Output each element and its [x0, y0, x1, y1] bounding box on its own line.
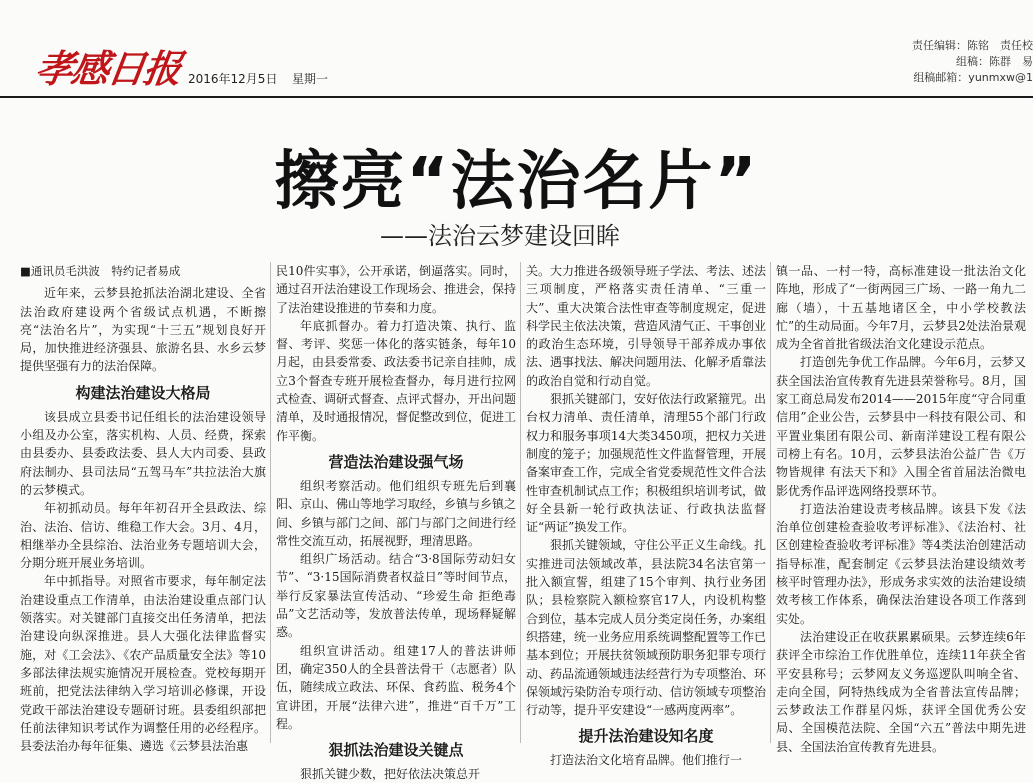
paragraph: 狠抓关键领域，守住公平正义生命线。扎实推进司法领域改革，县法院34名法官第一批入额宣誓，组建了15个审判、执行业务团队；县检察院入额检察官17人，内设机构整合到位，基本完成人员分类定岗任务，办案组织搭建，统一业务应用系统调整配置等工作已基本到位；开展扶贫领域预防职务犯罪专项行动、药品流通领域违法经营行为专项整治、环保领域污染防治专项行动、信访领域专项整治行动等，提升平安建设“一感两度两率”。	[526, 538, 767, 718]
section-heading: 营造法治建设强气场	[328, 452, 464, 471]
newspaper-logo: 孝感日报	[32, 46, 183, 91]
paragraph: 民10件实事》，公开承诺，倒逼落实。同时，通过召开法治建设工作现场会、推进会，保持了法治建设推进的节奏和力度。	[276, 264, 517, 315]
paragraph: 该县成立县委书记任组长的法治建设领导小组及办公室，落实机构、人员、经费，探索由县委办、县委政法委、县人大内司委、县政府法制办、县司法局“五驾马车”共拉法治大旗的云梦模式。	[20, 409, 266, 497]
column-divider	[770, 262, 771, 743]
paragraph: 组织考察活动。他们组织专班先后到襄阳、京山、佛山等地学习取经，乡镇与乡镇之间、乡镇与部门之间、部门与部门之间进行经常性交流互动，拓展视野，理清思路。	[276, 478, 517, 548]
paragraph: 打造法治文化培育品牌。他们推行一	[550, 753, 743, 768]
responsible-editor: 责任编辑：陈铭 责任校	[912, 39, 1033, 52]
issue-date: 2016年12月5日	[188, 72, 278, 86]
editor-credits	[883, 38, 1033, 86]
submission-email: 组稿邮箱：yunmxw@1	[913, 71, 1033, 84]
section-heading: 提升法治建设知名度	[578, 727, 714, 746]
paragraph: 狠抓关键少数，把好依法决策总开	[300, 767, 481, 782]
paragraph: 狠抓关键部门，安好依法行政紧箍咒。出台权力清单、责任清单，清理55个部门行政权力和服务事项14大类3450项，把权力关进制度的笼子；加强规范性文件监督管理，开展备案审查工作，完成全省党委规范性文件合法性审查机制试点工作；积极组织培训考试，做好全县新一轮行政执法证、行政执法监督证“两证”换发工作。	[526, 392, 767, 535]
section-heading: 狠抓法治建设关键点	[328, 741, 464, 760]
paragraph: 年中抓指导。对照省市要求，每年制定法治建设重点工作清单，由法治建设重点部门认领落实。对关键部门直接交出任务清单，把法治建设向纵深推进。县人大强化法律监督实施，对《工会法》、《农产品质量安全法》等10多部法律法规实施情况开展检查。党校每期开班前，把党法法律纳入学习培训必修课，开设党政干部法治建设专题研讨班。县委组织部把任前法律知识考试作为调整任用的必经程序。县委法治办每年征集、遴选《云梦县法治惠	[20, 574, 266, 754]
group-editor: 组稿：陈群 易	[956, 55, 1033, 68]
paragraph: 打造创先争优工作品牌。今年6月，云梦又获全国法治宣传教育先进县荣誉称号。8月，国家工商总局发布2014——2015年度“守合同重信用”企业公告，云梦县中一科技有限公司、和平置业集团有限公司、新南洋建设工程有限公司榜上有名。10月，云梦县法治公益广告《万物皆规律 有法天下和》入围全省首届法治微电影优秀作品评选网络投票环节。	[776, 355, 1026, 498]
issue-weekday: 星期一	[292, 72, 329, 86]
article-body	[20, 262, 1033, 782]
paragraph: 法治建设正在收获累累硕果。云梦连续6年获评全市综治工作优胜单位，连续11年获全省平安县称号；云梦网友义务巡逻队叫响全省、走向全国，阿特热线成为全省普法宣传品牌；云梦政法工作群星闪烁，获评全国优秀公安局、全国模范法院、全国“六五”普法中期先进县、全国法治宣传教育先进县。	[776, 629, 1026, 754]
article-subtitle: ——法治云梦建设回眸	[380, 222, 620, 250]
column-divider	[270, 262, 271, 743]
text-column-1	[20, 262, 266, 754]
byline: ■通讯员毛洪波 特约记者易成	[20, 264, 181, 278]
text-column-3	[526, 262, 767, 768]
text-column-4	[776, 262, 1026, 754]
paragraph: 镇一品、一村一特，高标准建设一批法治文化阵地，形成了“一街两园三广场、一路一角九二廊（墙），十五基地诸区全，中小学校教法忙”的生动局面。今年7月，云梦县2处法治景观成为全省首批省级法治文化建设示范点。	[776, 264, 1026, 352]
article-headline: 擦亮“法治名片”	[274, 145, 759, 219]
masthead	[0, 0, 1033, 118]
column-divider	[520, 262, 521, 743]
paragraph: 组织宣讲活动。组建17人的普法讲师团，确定350人的全县普法骨干（志愿者）队伍，随续成立政法、环保、食药监、税务4个宣讲团，开展“法律六进”，推进“百千万”工程。	[276, 643, 516, 731]
section-heading: 构建法治建设大格局	[75, 383, 211, 402]
paragraph: 年初抓动员。每年年初召开全县政法、综治、法治、信访、维稳工作大会。3月、4月，相继举办全县综治、法治业务专题培训大会，分期分班开展业务培训。	[20, 501, 266, 571]
paragraph: 近年来，云梦县抢抓法治湖北建设、全省法治政府建设两个省级试点机遇，不断擦亮“法治名片”，为实现“十三五”规划良好开局，加快推进经济强县、旅游名县、水乡云梦提供坚强有力的法治保障。	[20, 286, 266, 374]
text-column-2	[276, 262, 517, 782]
masthead-rule	[0, 96, 1033, 98]
paragraph: 年底抓督办。着力打造决策、执行、监督、考评、奖惩一体化的落实链条，每年10月起，由县委常委、政法委书记亲自挂帅，成立3个督查专班开展检查督办，每月进行拉网式检查、调研式督查、点评式督办，开出问题清单，及时通报情况，督促整改到位，促进工作平衡。	[276, 318, 517, 443]
paragraph: 组织广场活动。结合“3·8国际劳动妇女节”、“3·15国际消费者权益日”等时间节点，举行反家暴法宣传活动、“珍爱生命 拒绝毒品”文艺活动等，发放普法传单，现场释疑解惑。	[276, 552, 516, 640]
paragraph: 打造法治建设责考核品牌。该县下发《法治单位创建检查验收考评标准》、《法治村、社区创建检查验收考评标准》等4类法治创建活动指导标准，配套制定《云梦县法治建设绩效考核平时管理办法》，形成务求实效的法治建设绩效考核工作体系，确保法治建设各项工作落到实处。	[776, 501, 1026, 626]
paragraph: 关。大力推进各级领导班子学法、考法、述法三项制度，严格落实责任清单、“三重一大”、重大决策合法性审查等制度规定，促进科学民主依法决策，营造风清气正、干事创业的政治生态环境，引导领导干部养成办事依法、遇事找法、解决问题用法、化解矛盾靠法的政治自觉和行动自觉。	[526, 264, 767, 388]
